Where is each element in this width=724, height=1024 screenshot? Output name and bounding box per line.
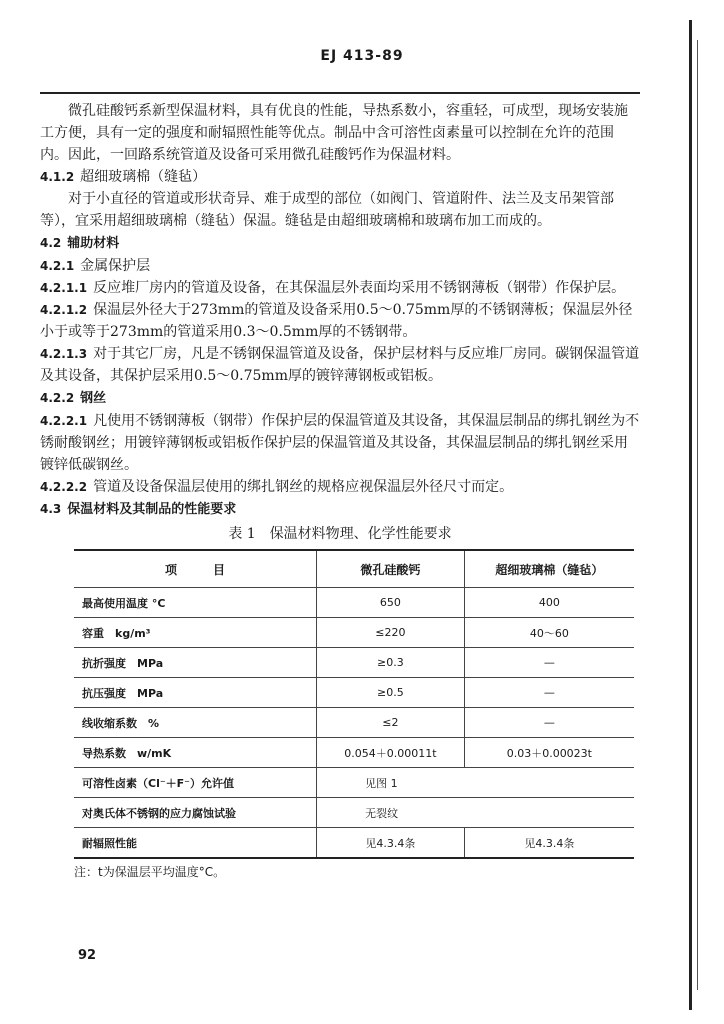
section-title: 金属保护层: [80, 258, 151, 274]
section-number: 4.2.2: [40, 391, 75, 405]
section-title: 保温材料及其制品的性能要求: [67, 502, 237, 517]
main-content: [40, 100, 640, 880]
paragraph-glass-wool: 对于小直径的管道或形状奇异、难于成型的部位（如阀门、管道附件、法兰及支吊架管部等），宜采用超细玻璃棉（缝毡）保温。缝毡是由超细玻璃棉和玻璃布加工而成的。: [40, 191, 614, 229]
row-label: 线收缩系数 %: [74, 708, 317, 738]
scan-edge-secondary: [697, 40, 698, 990]
row-value: —: [464, 678, 634, 708]
scan-edge: [689, 20, 692, 1010]
section-4-1-2-heading: [40, 166, 640, 188]
document-code-header: EJ 413-89: [320, 48, 404, 64]
row-label: 最高使用温度 °C: [74, 588, 317, 618]
table-row: [74, 798, 634, 828]
header-calcium-silicate: 微孔硅酸钙: [317, 550, 465, 588]
clause-text: 对于其它厂房，凡是不锈钢保温管道及设备，保护层材料与反应堆厂房同。碳钢保温管道及其设备，其保护层采用0.5～0.75mm厚的镀锌薄钢板或铝板。: [40, 346, 640, 384]
clause-number: 4.2.1.3: [40, 347, 88, 361]
table-row: [74, 588, 634, 618]
section-number: 4.2.1: [40, 259, 75, 273]
clause-4-2-1-3: [40, 343, 640, 387]
table-note: 注：t为保温层平均温度°C。: [74, 865, 226, 879]
section-title: 超细玻璃棉（缝毡）: [80, 169, 207, 185]
table-row: [74, 618, 634, 648]
header-item: 项 目: [74, 550, 317, 588]
section-number: 4.2: [40, 236, 62, 250]
clause-number: 4.2.1.1: [40, 281, 88, 295]
section-4-3-heading: [40, 498, 640, 521]
row-value: 见4.3.4条: [317, 828, 465, 859]
table-row: [74, 708, 634, 738]
row-value: 400: [464, 588, 634, 618]
row-label: 耐辐照性能: [74, 828, 317, 859]
row-value: ≥0.3: [317, 648, 465, 678]
section-number: 4.1.2: [40, 170, 75, 184]
row-value: 见4.3.4条: [464, 828, 634, 859]
clause-4-2-2-2: [40, 476, 640, 498]
section-title: 辅助材料: [67, 236, 120, 251]
section-number: 4.3: [40, 502, 62, 516]
table-row: [74, 828, 634, 859]
clause-text: 管道及设备保温层使用的绑扎钢丝的规格应视保温层外径尺寸而定。: [93, 479, 514, 495]
page-number: 92: [78, 948, 97, 963]
row-label: 容重 kg/m³: [74, 618, 317, 648]
table-row: [74, 678, 634, 708]
clause-text: 保温层外径大于273mm的管道及设备采用0.5～0.75mm厚的不锈钢薄板；保温层外径小于或等于273mm的管道采用0.3～0.5mm厚的不锈钢带。: [40, 302, 633, 340]
clause-4-2-1-2: [40, 299, 640, 343]
section-4-2-1-heading: [40, 255, 640, 277]
section-title: 钢丝: [80, 391, 107, 406]
clause-text: 凡使用不锈钢薄板（钢带）作保护层的保温管道及其设备，其保温层制品的绑扎钢丝为不锈耐酸钢丝；用镀锌薄钢板或铝板作保护层的保温管道及其设备，其保温层制品的绑扎钢丝采用镀锌低碳钢丝。: [40, 413, 640, 473]
header-rule: [40, 92, 640, 94]
row-label: 抗压强度 MPa: [74, 678, 317, 708]
table-row: [74, 648, 634, 678]
table-header-row: [74, 550, 634, 588]
row-value: 40～60: [464, 618, 634, 648]
row-value: ≤220: [317, 618, 465, 648]
header-glass-wool: 超细玻璃棉（缝毡）: [464, 550, 634, 588]
clause-4-2-2-1: [40, 410, 640, 476]
paragraph-calcium-silicate: 微孔硅酸钙系新型保温材料，具有优良的性能，导热系数小，容重轻，可成型，现场安装施工方便，具有一定的强度和耐辐照性能等优点。制品中含可溶性卤素量可以控制在允许的范围内。因此，一回路系统管道及设备可采用微孔硅酸钙作为保温材料。: [40, 103, 628, 163]
properties-table: [74, 549, 634, 859]
row-label: 对奥氏体不锈钢的应力腐蚀试验: [74, 798, 317, 828]
row-label: 可溶性卤素（Cl⁻＋F⁻）允许值: [74, 768, 317, 798]
row-value: —: [464, 708, 634, 738]
section-4-2-heading: [40, 232, 640, 255]
clause-text: 反应堆厂房内的管道及设备，在其保温层外表面均采用不锈钢薄板（钢带）作保护层。: [93, 280, 626, 296]
table-title: 表 1 保温材料物理、化学性能要求: [228, 526, 452, 542]
row-label: 抗折强度 MPa: [74, 648, 317, 678]
clause-number: 4.2.2.2: [40, 480, 88, 494]
table-row: [74, 738, 634, 768]
row-value-merged: 无裂纹: [317, 798, 634, 828]
clause-number: 4.2.2.1: [40, 414, 88, 428]
row-value: ≤2: [317, 708, 465, 738]
row-value: ≥0.5: [317, 678, 465, 708]
clause-number: 4.2.1.2: [40, 303, 88, 317]
row-value: 650: [317, 588, 465, 618]
table-row: [74, 768, 634, 798]
clause-4-2-1-1: [40, 277, 640, 299]
row-value-merged: 见图 1: [317, 768, 634, 798]
section-4-2-2-heading: [40, 387, 640, 410]
row-value: 0.03＋0.00023t: [464, 738, 634, 768]
row-value: —: [464, 648, 634, 678]
row-value: 0.054＋0.00011t: [317, 738, 465, 768]
row-label: 导热系数 w/mK: [74, 738, 317, 768]
